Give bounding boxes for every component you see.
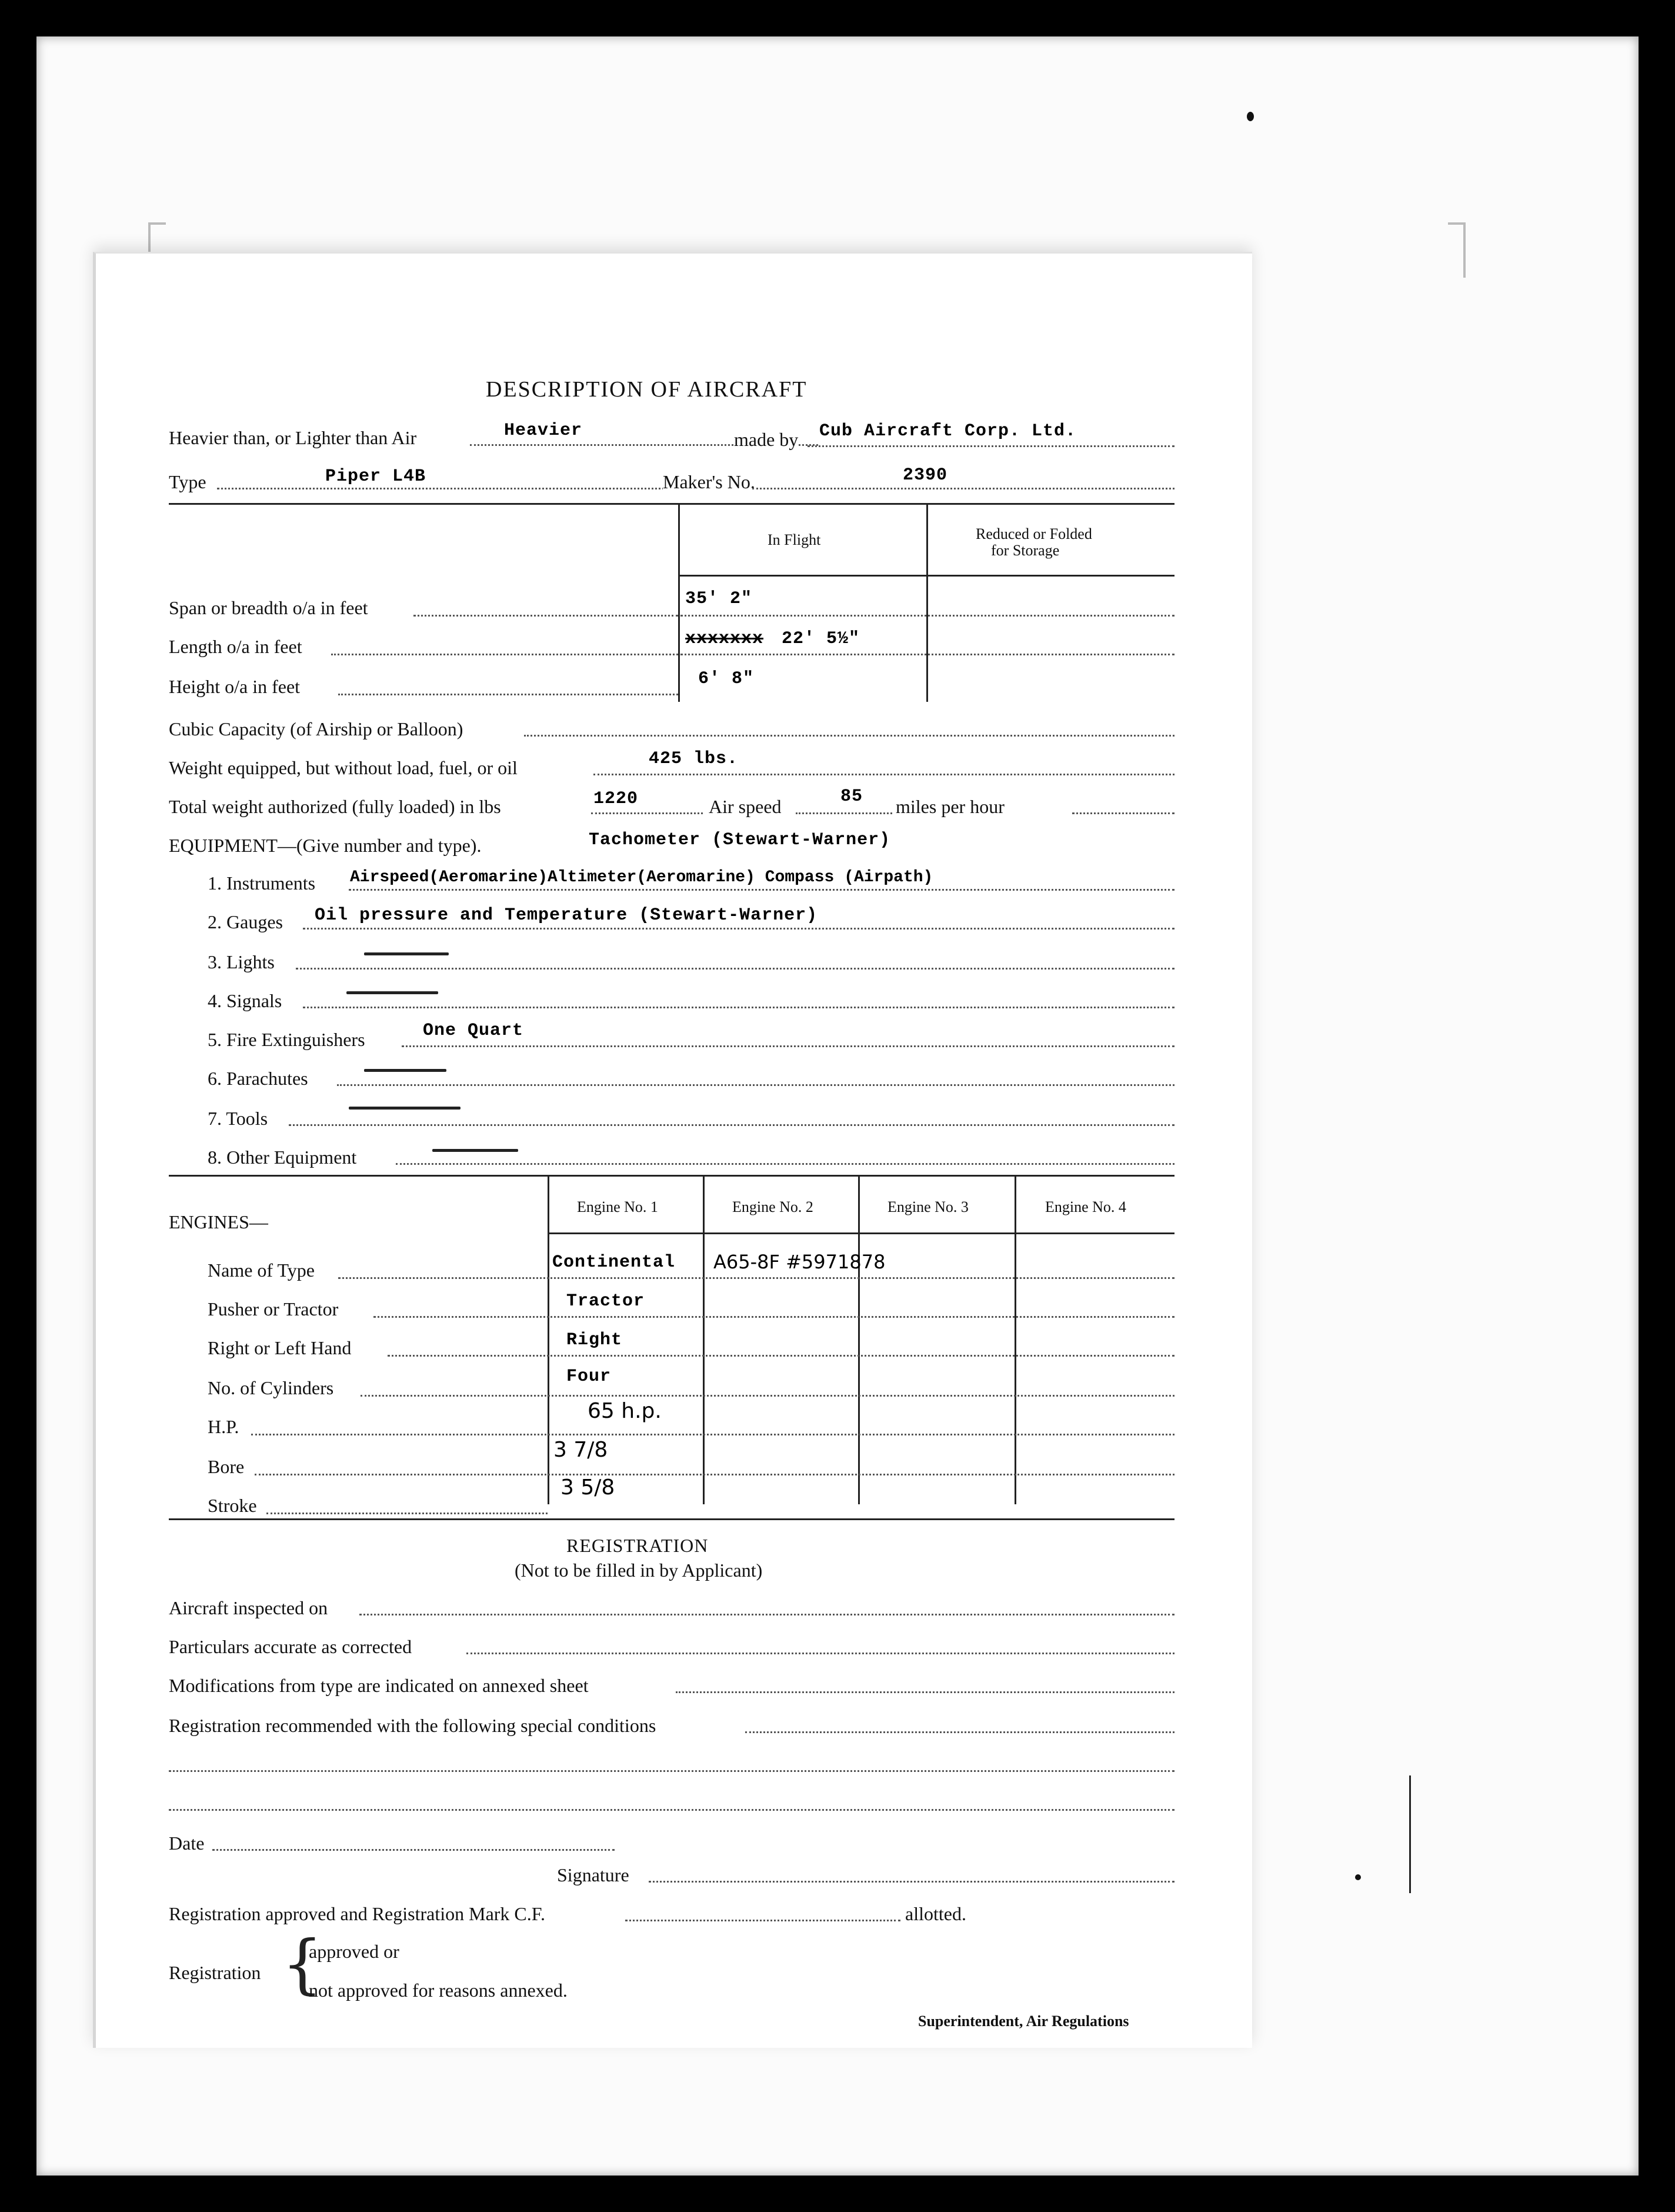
blank-dash-mark xyxy=(349,1107,461,1110)
made-by-value: Cub Aircraft Corp. Ltd. xyxy=(819,421,1077,441)
registration-brace: { xyxy=(282,1926,323,2001)
engine-row-label: Bore xyxy=(208,1456,245,1477)
equipment-item-line xyxy=(337,1084,1174,1086)
height-dotted-line xyxy=(338,694,678,695)
form-sheet xyxy=(93,252,1252,2048)
equipment-item-label: 3. Lights xyxy=(208,951,275,972)
registration-title: REGISTRATION xyxy=(566,1535,709,1556)
signature-line xyxy=(649,1881,1174,1883)
equipment-item-line xyxy=(396,1163,1174,1165)
engine-row-hand-value: A65-8F #5971878 xyxy=(713,1251,886,1273)
engine-col-border xyxy=(548,1175,549,1504)
weight-dotted-line xyxy=(593,774,1174,775)
engine-row-typed-value: Right xyxy=(566,1330,623,1350)
mph-dotted-line xyxy=(1072,812,1174,814)
engine-row-hand-value: 3 7/8 xyxy=(553,1438,608,1462)
equipment-item-line xyxy=(402,1045,1174,1047)
engine-row-line xyxy=(251,1434,1174,1435)
blank-dash-mark xyxy=(364,952,449,955)
blank-dash-mark xyxy=(432,1149,518,1152)
engine-col-header: Engine No. 1 xyxy=(577,1198,658,1215)
engine-row-label: No. of Cylinders xyxy=(208,1377,334,1398)
length-struck-value: xxxxxxx xyxy=(685,629,764,649)
equipment-item-label: 6. Parachutes xyxy=(208,1068,308,1089)
mph-label: miles per hour xyxy=(896,796,1005,817)
equipment-item-label: 5. Fire Extinguishers xyxy=(208,1029,365,1050)
particulars-label: Particulars accurate as corrected xyxy=(169,1636,412,1657)
engine-row-label: H.P. xyxy=(208,1416,239,1437)
engine-row-typed-value: Tractor xyxy=(566,1291,645,1311)
heavier-label: Heavier than, or Lighter than Air xyxy=(169,427,417,448)
airspeed-label: Air speed xyxy=(709,796,782,817)
type-value: Piper L4B xyxy=(325,467,426,487)
type-label: Type xyxy=(169,471,206,492)
engine-row-label: Right or Left Hand xyxy=(208,1337,352,1358)
makers-no-label: Maker's No. xyxy=(663,471,755,492)
equipment-header-value: Tachometer (Stewart-Warner) xyxy=(589,830,891,850)
length-cell-line xyxy=(680,654,1174,655)
airspeed-dotted-line xyxy=(796,812,892,814)
equipment-item-line xyxy=(349,889,1174,891)
date-label: Date xyxy=(169,1833,205,1854)
modifications-line xyxy=(676,1691,1174,1693)
engine-row-line xyxy=(388,1355,1174,1357)
engine-col-header: Engine No. 2 xyxy=(732,1198,813,1215)
approved-or-label: approved or xyxy=(309,1941,399,1962)
span-label: Span or breadth o/a in feet xyxy=(169,597,368,618)
engine-row-label: Stroke xyxy=(208,1495,257,1516)
col-reduced-line1: Reduced or Folded xyxy=(976,525,1092,542)
recommended-line xyxy=(745,1731,1174,1733)
scratch-mark xyxy=(1409,1775,1411,1893)
engine-col-header: Engine No. 3 xyxy=(887,1198,969,1215)
airspeed-value: 85 xyxy=(840,787,863,807)
cubic-label: Cubic Capacity (of Airship or Balloon) xyxy=(169,718,463,739)
length-dotted-line xyxy=(331,654,678,655)
total-weight-value: 1220 xyxy=(593,789,639,809)
engines-top-rule xyxy=(169,1175,1174,1177)
engine-row-line xyxy=(338,1277,1174,1279)
makers-no-dotted-line xyxy=(752,488,1174,489)
equipment-item-label: 1. Instruments xyxy=(208,872,316,894)
recommended-extra-line xyxy=(169,1770,1174,1772)
registration-subtitle: (Not to be filled in by Applicant) xyxy=(515,1560,763,1581)
blank-dash-mark xyxy=(346,991,438,994)
engine-row-line xyxy=(266,1513,548,1514)
engines-header-rule xyxy=(548,1232,1174,1234)
allotted-label: allotted. xyxy=(905,1903,966,1924)
equipment-item-value: One Quart xyxy=(423,1021,524,1041)
engine-row-line xyxy=(373,1316,1174,1318)
height-label: Height o/a in feet xyxy=(169,676,301,697)
dimensions-header-rule xyxy=(678,575,1174,577)
engine-row-hand-value: 65 h.p. xyxy=(588,1399,662,1423)
engine-col-border xyxy=(703,1175,705,1504)
col-in-flight: In Flight xyxy=(768,531,821,548)
engine-row-label: Pusher or Tractor xyxy=(208,1298,339,1320)
engine-row-label: Name of Type xyxy=(208,1260,315,1281)
equipment-item-line xyxy=(289,1124,1174,1126)
weight-label: Weight equipped, but without load, fuel, or oil xyxy=(169,757,518,778)
engines-header: ENGINES— xyxy=(169,1211,268,1232)
particulars-line xyxy=(466,1653,1174,1654)
approved-mark-line xyxy=(625,1920,900,1921)
equipment-item-label: 2. Gauges xyxy=(208,911,283,932)
equipment-item-line xyxy=(296,968,1174,970)
inspected-label: Aircraft inspected on xyxy=(169,1597,328,1618)
engine-col-border xyxy=(858,1175,860,1504)
total-weight-label: Total weight authorized (fully loaded) in lbs xyxy=(169,796,501,817)
dust-speck xyxy=(1355,1874,1361,1880)
engine-col-header: Engine No. 4 xyxy=(1045,1198,1126,1215)
engine-row-line xyxy=(361,1395,1174,1397)
page-title: DESCRIPTION OF AIRCRAFT xyxy=(486,377,808,402)
date-line xyxy=(212,1849,615,1851)
made-by-dotted-line xyxy=(808,445,1174,447)
engines-bottom-rule xyxy=(169,1518,1174,1520)
equipment-header: EQUIPMENT—(Give number and type). xyxy=(169,835,482,856)
equipment-item-label: 8. Other Equipment xyxy=(208,1147,357,1168)
makers-no-value: 2390 xyxy=(903,465,948,485)
inspected-line xyxy=(359,1614,1174,1615)
superintendent-label: Superintendent, Air Regulations xyxy=(918,2013,1129,2030)
length-label: Length o/a in feet xyxy=(169,636,302,657)
span-cell-line xyxy=(680,615,1174,617)
weight-value: 425 lbs. xyxy=(649,749,739,769)
engine-row-typed-value: Four xyxy=(566,1367,612,1387)
in-flight-left-border xyxy=(678,503,680,702)
total-weight-dotted-line xyxy=(591,812,703,814)
length-value: 22' 5½" xyxy=(782,629,860,649)
equipment-item-line xyxy=(303,1007,1174,1008)
registration-label: Registration xyxy=(169,1962,261,1983)
modifications-label: Modifications from type are indicated on annexed sheet xyxy=(169,1675,589,1696)
equipment-item-label: 4. Signals xyxy=(208,990,282,1011)
engine-col-border xyxy=(1015,1175,1016,1504)
blank-dash-mark xyxy=(364,1069,446,1072)
heavier-value: Heavier xyxy=(504,421,583,441)
crop-mark-right xyxy=(1448,222,1466,278)
engine-row-typed-value: Continental xyxy=(552,1252,676,1272)
equipment-item-value: Oil pressure and Temperature (Stewart-Warner) xyxy=(315,905,818,925)
engine-row-hand-value: 3 5/8 xyxy=(560,1475,615,1500)
col-reduced-line2: for Storage xyxy=(991,542,1060,559)
equipment-item-value: Airspeed(Aeromarine)Altimeter(Aeromarine) Compass (Airpath) xyxy=(350,868,933,887)
approved-mark-label: Registration approved and Registration Mark C.F. xyxy=(169,1903,545,1924)
span-value: 35' 2" xyxy=(685,589,753,609)
equipment-item-line xyxy=(303,928,1174,930)
dimensions-top-rule xyxy=(169,503,1174,505)
equipment-item-label: 7. Tools xyxy=(208,1108,268,1129)
height-value: 6' 8" xyxy=(698,669,755,689)
recommended-label: Registration recommended with the following special conditions xyxy=(169,1715,656,1736)
engine-row-line xyxy=(255,1474,1174,1475)
recommended-extra-line xyxy=(169,1809,1174,1811)
reduced-left-border xyxy=(926,503,928,702)
made-by-label: made by xyxy=(734,429,799,450)
dust-speck xyxy=(1247,112,1254,121)
not-approved-label: not approved for reasons annexed. xyxy=(309,1980,568,2001)
span-dotted-line xyxy=(413,615,678,617)
cubic-dotted-line xyxy=(524,735,1174,737)
signature-label: Signature xyxy=(557,1864,629,1885)
